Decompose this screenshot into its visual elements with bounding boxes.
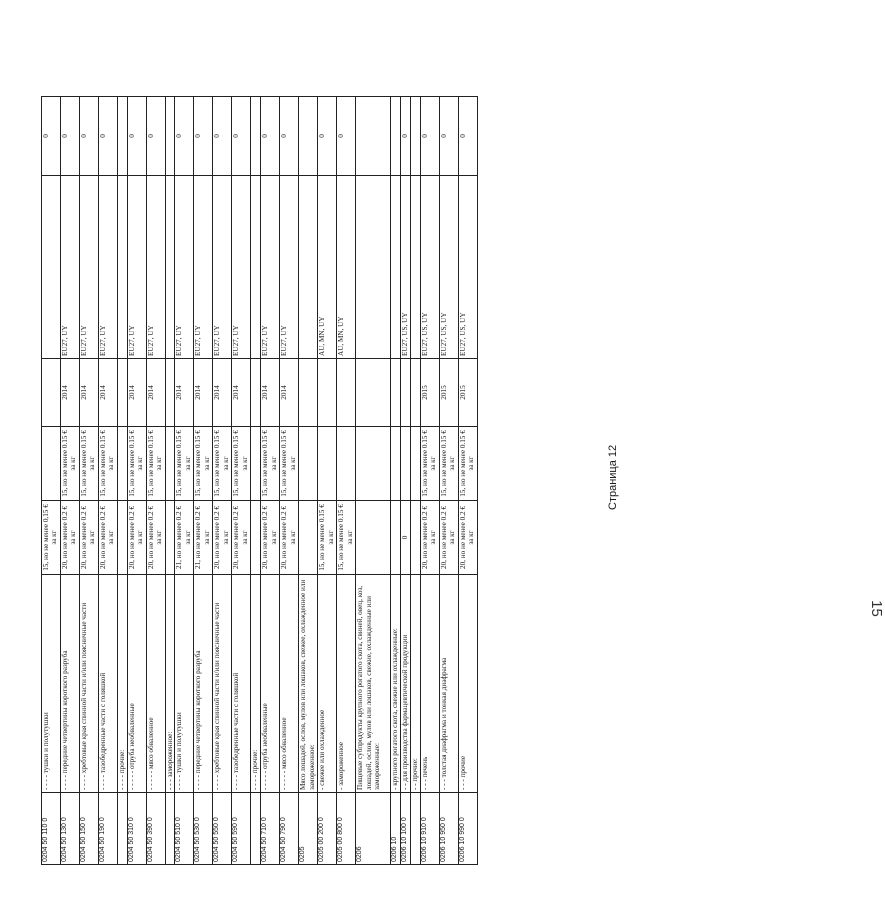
base-rate-cell — [391, 501, 401, 575]
base-rate-cell: 20, но не менее 0.2 € за кг — [147, 501, 166, 575]
final-rate-cell: 15, но не менее 0.15 € за кг — [128, 427, 147, 501]
description-cell: - - - печень — [420, 575, 439, 793]
countries-cell — [356, 176, 391, 359]
implementation-year-cell: 2014 — [128, 359, 147, 427]
countries-cell — [391, 176, 401, 359]
code-cell: 0204 50 110 0 — [42, 793, 61, 865]
countries-cell: EU27, UY — [128, 176, 147, 359]
description-cell: Мясо лошадей, ослов, мулов или лошаков, свежее, охлажденное или замороженное: — [299, 575, 318, 793]
code-cell: 0206 10 100 0 — [401, 793, 411, 865]
table-row — [166, 97, 175, 865]
description-cell: - - - толстая диафрагма и тонкая диафрагма — [439, 575, 458, 793]
countries-cell: AU, MN, UY — [318, 176, 337, 359]
description-cell: - - - - прочие: — [118, 575, 128, 793]
implementation-year-cell: 2014 — [99, 359, 118, 427]
final-rate-cell — [356, 427, 391, 501]
final-rate-cell: 15, но не менее 0.15 € за кг — [439, 427, 458, 501]
base-rate-cell: 20, но не менее 0.2 € за кг — [128, 501, 147, 575]
category-cell: 0 — [401, 97, 411, 176]
base-rate-cell: 15, но не менее 0.15 € за кг — [337, 501, 356, 575]
countries-cell: EU27, UY — [61, 176, 80, 359]
code-cell: 0204 50 530 0 — [194, 793, 213, 865]
final-rate-cell: 15, но не менее 0.15 € за кг — [280, 427, 299, 501]
table-row — [251, 97, 261, 865]
description-cell: - свежее или охлажденное — [318, 575, 337, 793]
description-cell: - - - - передние четвертины короткого разруба — [61, 575, 80, 793]
table-row — [80, 97, 99, 865]
countries-cell: EU27, UY — [194, 176, 213, 359]
final-rate-cell — [42, 427, 61, 501]
base-rate-cell — [118, 501, 128, 575]
implementation-year-cell: 2014 — [261, 359, 280, 427]
base-rate-cell: 21, но не менее 0.2 € за кг — [175, 501, 194, 575]
category-cell: 0 — [61, 97, 80, 176]
description-cell: - - прочие: — [411, 575, 420, 793]
implementation-year-cell: 2014 — [175, 359, 194, 427]
category-cell — [118, 97, 128, 176]
code-cell: 0206 10 — [391, 793, 401, 865]
base-rate-cell — [251, 501, 261, 575]
implementation-year-cell: 2015 — [458, 359, 477, 427]
base-rate-cell: 20, но не менее 0.2 € за кг — [458, 501, 477, 575]
category-cell: 0 — [458, 97, 477, 176]
table-row — [175, 97, 194, 865]
table-row — [61, 97, 80, 865]
base-rate-cell: 20, но не менее 0.2 € за кг — [80, 501, 99, 575]
countries-cell: EU27, UY — [280, 176, 299, 359]
code-cell — [118, 793, 128, 865]
page-number: Страница 12 — [607, 444, 619, 510]
base-rate-cell: 20, но не менее 0.2 € за кг — [99, 501, 118, 575]
table-row — [194, 97, 213, 865]
description-cell: - - - - передние четвертины короткого разруба — [194, 575, 213, 793]
table-row — [99, 97, 118, 865]
description-cell: - - - - тушки и полутушки — [175, 575, 194, 793]
table-row — [401, 97, 411, 865]
code-cell: 0204 50 150 0 — [80, 793, 99, 865]
code-cell — [251, 793, 261, 865]
countries-cell — [118, 176, 128, 359]
implementation-year-cell — [299, 359, 318, 427]
code-cell: 0206 10 910 0 — [420, 793, 439, 865]
description-cell: - - - замороженное: — [166, 575, 175, 793]
base-rate-cell: 20, но не менее 0.2 € за кг — [280, 501, 299, 575]
final-rate-cell — [318, 427, 337, 501]
implementation-year-cell — [118, 359, 128, 427]
category-cell: 0 — [80, 97, 99, 176]
category-cell: 0 — [232, 97, 251, 176]
implementation-year-cell — [166, 359, 175, 427]
table-row — [420, 97, 439, 865]
table-row — [128, 97, 147, 865]
base-rate-cell: 15, но не менее 0,15 € за кг — [42, 501, 61, 575]
description-cell: - - - - тазобедренные части с голяшкой — [232, 575, 251, 793]
implementation-year-cell — [356, 359, 391, 427]
code-cell: 0205 — [299, 793, 318, 865]
category-cell: 0 — [128, 97, 147, 176]
implementation-year-cell — [318, 359, 337, 427]
implementation-year-cell — [42, 359, 61, 427]
category-cell: 0 — [42, 97, 61, 176]
description-cell: - - для производства фармацевтической продукции — [401, 575, 411, 793]
table-row — [411, 97, 420, 865]
code-cell: 0206 10 950 0 — [439, 793, 458, 865]
base-rate-cell: 20, но не менее 0.2 € за кг — [61, 501, 80, 575]
description-cell: - - - - прочие: — [251, 575, 261, 793]
code-cell: 0204 50 790 0 — [280, 793, 299, 865]
table-row — [356, 97, 391, 865]
description-cell: - - - - - мясо обваленное — [280, 575, 299, 793]
table-row — [147, 97, 166, 865]
final-rate-cell — [391, 427, 401, 501]
countries-cell: EU27, US, UY — [420, 176, 439, 359]
implementation-year-cell — [411, 359, 420, 427]
final-rate-cell — [166, 427, 175, 501]
base-rate-cell: 21, но не менее 0.2 € за кг — [194, 501, 213, 575]
base-rate-cell — [356, 501, 391, 575]
category-cell: 0 — [213, 97, 232, 176]
category-cell: 0 — [439, 97, 458, 176]
description-cell: - - - - - отруба необваленные — [261, 575, 280, 793]
category-cell: 0 — [175, 97, 194, 176]
implementation-year-cell: 2014 — [80, 359, 99, 427]
category-cell — [251, 97, 261, 176]
base-rate-cell: 20, но не менее 0.2 € за кг — [213, 501, 232, 575]
description-cell: - - - - тушки и полутушки — [42, 575, 61, 793]
category-cell: 0 — [261, 97, 280, 176]
countries-cell: EU27, US, UY — [439, 176, 458, 359]
implementation-year-cell: 2014 — [280, 359, 299, 427]
final-rate-cell: 15, но не менее 0.15 € за кг — [232, 427, 251, 501]
code-cell — [411, 793, 420, 865]
base-rate-cell: 0 — [401, 501, 411, 575]
countries-cell: EU27, UY — [175, 176, 194, 359]
table-row — [213, 97, 232, 865]
table-row — [261, 97, 280, 865]
category-cell: 0 — [147, 97, 166, 176]
category-cell: 0 — [420, 97, 439, 176]
implementation-year-cell: 2014 — [232, 359, 251, 427]
code-cell: 0204 50 390 0 — [147, 793, 166, 865]
description-cell: - - - прочие — [458, 575, 477, 793]
base-rate-cell — [166, 501, 175, 575]
final-rate-cell: 15, но не менее 0.15 € за кг — [147, 427, 166, 501]
code-cell: 0204 50 190 0 — [99, 793, 118, 865]
table-row — [337, 97, 356, 865]
final-rate-cell: 15, но не менее 0.15 € за кг — [99, 427, 118, 501]
description-cell: - - - - - отруба необваленные — [128, 575, 147, 793]
code-cell: 0206 — [356, 793, 391, 865]
final-rate-cell — [401, 427, 411, 501]
base-rate-cell — [411, 501, 420, 575]
implementation-year-cell: 2014 — [61, 359, 80, 427]
countries-cell — [166, 176, 175, 359]
implementation-year-cell — [391, 359, 401, 427]
countries-cell: EU27, UY — [232, 176, 251, 359]
countries-cell — [251, 176, 261, 359]
implementation-year-cell: 2015 — [439, 359, 458, 427]
countries-cell: EU27, UY — [99, 176, 118, 359]
final-rate-cell: 15, но не менее 0.15 € за кг — [175, 427, 194, 501]
base-rate-cell: 20, но не менее 0.2 € за кг — [261, 501, 280, 575]
code-cell: 0204 50 130 0 — [61, 793, 80, 865]
base-rate-cell — [299, 501, 318, 575]
category-cell — [299, 97, 318, 176]
code-cell: 0204 50 510 0 — [175, 793, 194, 865]
base-rate-cell: 20, но не менее 0.2 € за кг — [232, 501, 251, 575]
handwritten-page-mark: 15 — [867, 600, 885, 617]
description-cell: - - - - хребтовые края спинной части и/или поясничные части — [213, 575, 232, 793]
final-rate-cell — [337, 427, 356, 501]
implementation-year-cell: 2015 — [420, 359, 439, 427]
implementation-year-cell — [251, 359, 261, 427]
final-rate-cell — [118, 427, 128, 501]
final-rate-cell: 15, но не менее 0.15 € за кг — [420, 427, 439, 501]
description-cell: - - - - - мясо обваленное — [147, 575, 166, 793]
description-cell: - замороженное — [337, 575, 356, 793]
implementation-year-cell: 2014 — [194, 359, 213, 427]
category-cell — [411, 97, 420, 176]
implementation-year-cell — [337, 359, 356, 427]
countries-cell: EU27, US, UY — [401, 176, 411, 359]
countries-cell — [411, 176, 420, 359]
code-cell: 0204 50 710 0 — [261, 793, 280, 865]
final-rate-cell: 15, но не менее 0.15 € за кг — [61, 427, 80, 501]
table-row — [118, 97, 128, 865]
category-cell — [391, 97, 401, 176]
code-cell — [166, 793, 175, 865]
code-cell: 0204 50 550 0 — [213, 793, 232, 865]
description-cell: - крупного рогатого скота, свежие или охлажденные: — [391, 575, 401, 793]
countries-cell: EU27, UY — [80, 176, 99, 359]
table-row — [318, 97, 337, 865]
final-rate-cell: 15, но не менее 0.15 € за кг — [261, 427, 280, 501]
category-cell: 0 — [337, 97, 356, 176]
implementation-year-cell: 2014 — [213, 359, 232, 427]
code-cell: 0204 50 590 0 — [232, 793, 251, 865]
countries-cell: EU27, UY — [213, 176, 232, 359]
implementation-year-cell — [401, 359, 411, 427]
table-row — [280, 97, 299, 865]
final-rate-cell — [411, 427, 420, 501]
final-rate-cell: 15, но не менее 0.15 € за кг — [194, 427, 213, 501]
description-cell: - - - - хребтовые края спинной части и/или поясничные части — [80, 575, 99, 793]
countries-cell: AU, MN, UY — [337, 176, 356, 359]
table-row — [458, 97, 477, 865]
table-body — [42, 97, 478, 865]
code-cell: 0205 00 200 0 — [318, 793, 337, 865]
final-rate-cell: 15, но не менее 0.15 € за кг — [80, 427, 99, 501]
final-rate-cell — [251, 427, 261, 501]
final-rate-cell — [299, 427, 318, 501]
countries-cell — [42, 176, 61, 359]
code-cell: 0206 10 990 0 — [458, 793, 477, 865]
description-cell: - - - - тазобедренные части с голяшкой — [99, 575, 118, 793]
category-cell: 0 — [194, 97, 213, 176]
description-cell: Пищевые субпродукты крупного рогатого скота, свиней, овец, коз, лошадей, ослов, мулов или лошаков, свежие, охлажденные или замороженные: — [356, 575, 391, 793]
category-cell: 0 — [280, 97, 299, 176]
table-row — [42, 97, 61, 865]
category-cell: 0 — [318, 97, 337, 176]
table-row — [391, 97, 401, 865]
tariff-schedule-table — [41, 96, 478, 865]
code-cell: 0205 00 800 0 — [337, 793, 356, 865]
base-rate-cell: 15, но не менее 0.15 € за кг — [318, 501, 337, 575]
category-cell — [356, 97, 391, 176]
final-rate-cell: 15, но не менее 0.15 € за кг — [213, 427, 232, 501]
category-cell — [166, 97, 175, 176]
final-rate-cell: 15, но не менее 0.15 € за кг — [458, 427, 477, 501]
code-cell: 0204 50 310 0 — [128, 793, 147, 865]
countries-cell: EU27, UY — [147, 176, 166, 359]
countries-cell — [299, 176, 318, 359]
implementation-year-cell: 2014 — [147, 359, 166, 427]
table-row — [439, 97, 458, 865]
base-rate-cell: 20, но не менее 0.2 € за кг — [420, 501, 439, 575]
table-row — [299, 97, 318, 865]
table-row — [232, 97, 251, 865]
countries-cell: EU27, US, UY — [458, 176, 477, 359]
base-rate-cell: 20, но не менее 0.2 € за кг — [439, 501, 458, 575]
category-cell: 0 — [99, 97, 118, 176]
countries-cell: EU27, UY — [261, 176, 280, 359]
